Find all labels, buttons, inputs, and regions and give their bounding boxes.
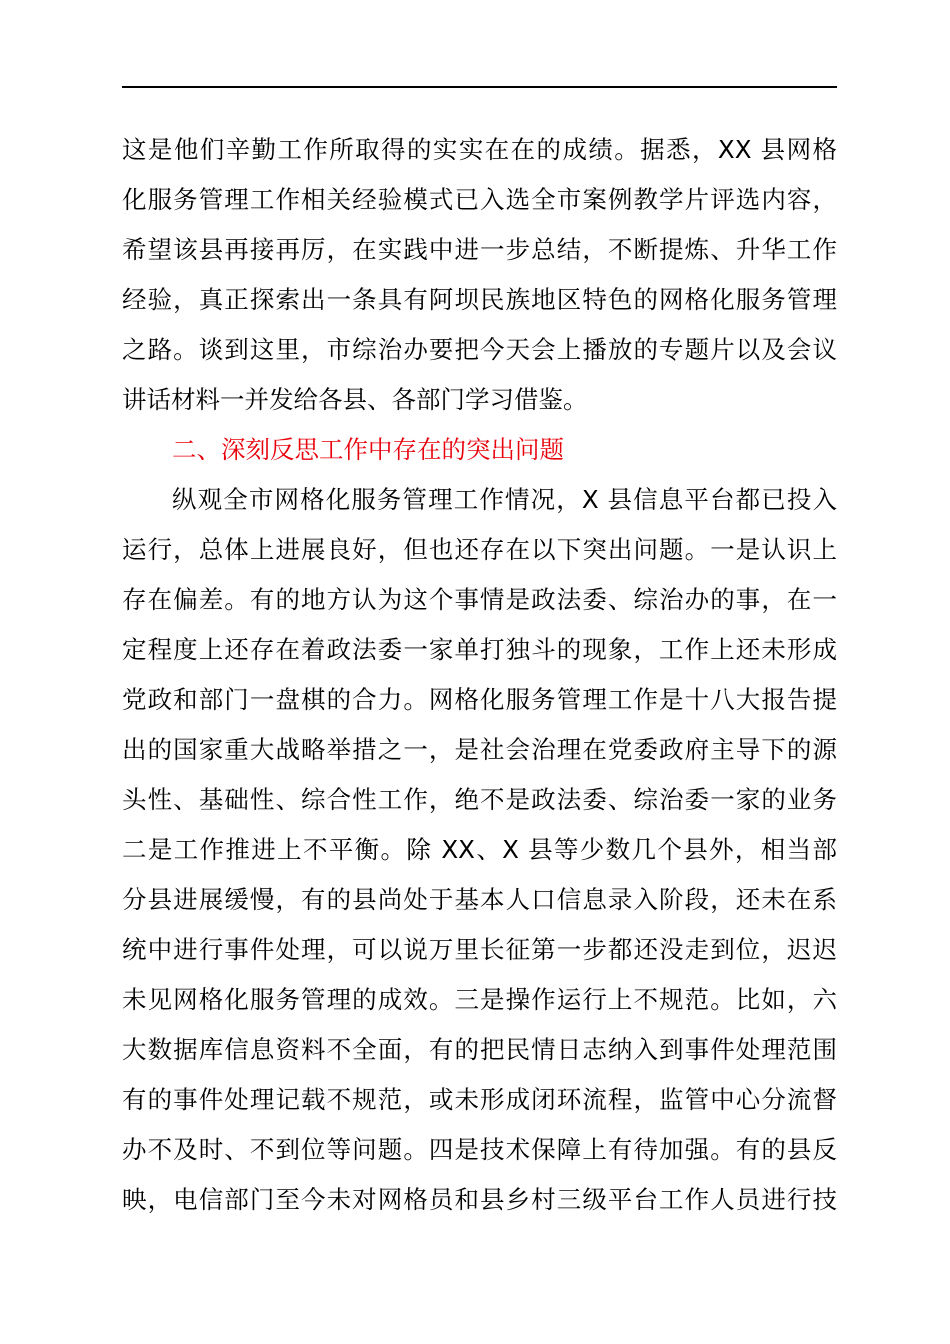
text-line: 大数据库信息资料不全面，有的把民情日志纳入到事件处理范围 (122, 1035, 837, 1064)
header-rule (122, 86, 837, 88)
text-line: 二是工作推进上不平衡。除 XX、X 县等少数几个县外，相当部 (122, 835, 837, 864)
section-heading: 二、深刻反思工作中存在的突出问题 (172, 435, 564, 464)
text-line: 头性、基础性、综合性工作，绝不是政法委、综治委一家的业务 (122, 785, 837, 814)
text-line: 讲话材料一并发给各县、各部门学习借鉴。 (122, 385, 588, 414)
text-line: 之路。谈到这里，市综治办要把今天会上播放的专题片以及会议 (122, 335, 837, 364)
text-line: 出的国家重大战略举措之一，是社会治理在党委政府主导下的源 (122, 735, 837, 764)
text-line: 映，电信部门至今未对网格员和县乡村三级平台工作人员进行技 (122, 1185, 837, 1214)
text-line: 有的事件处理记载不规范，或未形成闭环流程，监管中心分流督 (122, 1085, 837, 1114)
paragraph-2 (122, 475, 837, 1225)
text-line: 纵观全市网格化服务管理工作情况，X 县信息平台都已投入 (172, 485, 837, 514)
text-line: 分县进展缓慢，有的县尚处于基本人口信息录入阶段，还未在系 (122, 885, 837, 914)
document-body (122, 125, 837, 1225)
text-line: 希望该县再接再厉，在实践中进一步总结，不断提炼、升华工作 (122, 235, 837, 264)
text-line: 存在偏差。有的地方认为这个事情是政法委、综治办的事，在一 (122, 585, 837, 614)
text-line: 未见网格化服务管理的成效。三是操作运行上不规范。比如，六 (122, 985, 837, 1014)
text-line: 统中进行事件处理，可以说万里长征第一步都还没走到位，迟迟 (122, 935, 837, 964)
text-line: 定程度上还存在着政法委一家单打独斗的现象，工作上还未形成 (122, 635, 837, 664)
text-line: 化服务管理工作相关经验模式已入选全市案例教学片评选内容， (122, 185, 837, 214)
text-line: 党政和部门一盘棋的合力。网格化服务管理工作是十八大报告提 (122, 685, 837, 714)
paragraph-1 (122, 125, 837, 425)
text-line: 这是他们辛勤工作所取得的实实在在的成绩。据悉，XX 县网格 (122, 135, 837, 164)
text-line: 运行，总体上进展良好，但也还存在以下突出问题。一是认识上 (122, 535, 837, 564)
text-line: 办不及时、不到位等问题。四是技术保障上有待加强。有的县反 (122, 1135, 837, 1164)
text-line: 经验，真正探索出一条具有阿坝民族地区特色的网格化服务管理 (122, 285, 837, 314)
